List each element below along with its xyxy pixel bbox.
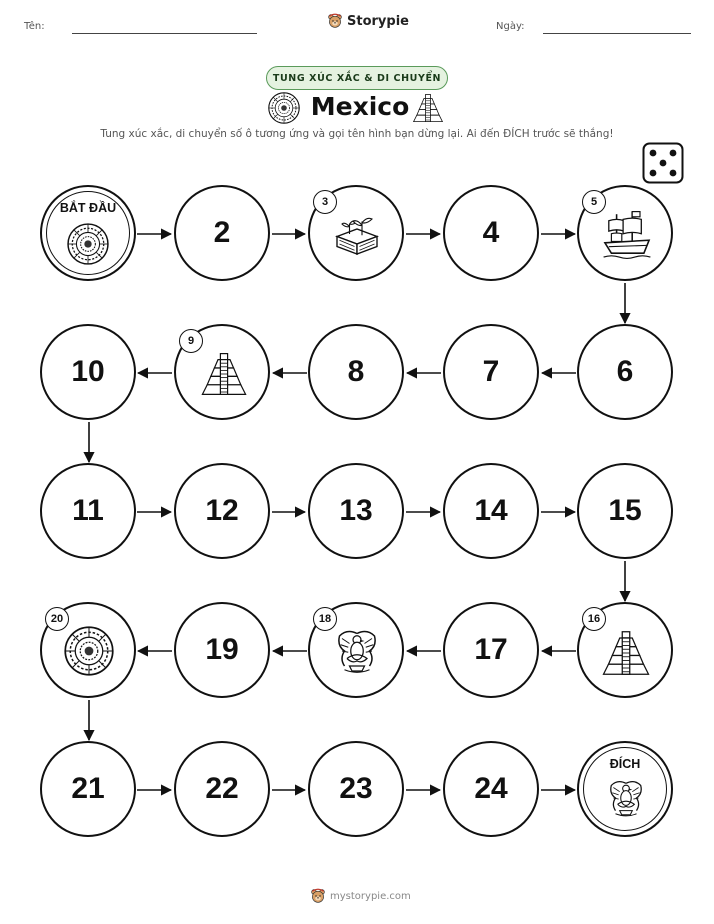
footer <box>310 888 411 904</box>
board-cell-11 <box>40 463 136 559</box>
board-cell-22 <box>174 741 270 837</box>
cell-number: 14 <box>474 494 508 527</box>
cell-number: 19 <box>205 633 239 666</box>
cell-number: 7 <box>482 355 500 388</box>
start-label: BẮT ĐẦU <box>59 201 117 215</box>
cell-number-badge: 9 <box>179 329 203 353</box>
cell-number-badge: 18 <box>313 607 337 631</box>
cell-number: 2 <box>213 216 231 249</box>
cell-number-badge: 5 <box>582 190 606 214</box>
board-cell-13 <box>308 463 404 559</box>
cell-number: 4 <box>482 216 500 249</box>
board-cell-7 <box>443 324 539 420</box>
board-cell-2 <box>174 185 270 281</box>
page-title: Mexico <box>310 92 410 121</box>
logo-text: Storypie <box>347 13 409 29</box>
board-cell-19 <box>174 602 270 698</box>
cell-number: 21 <box>71 772 105 805</box>
board-cell-6 <box>577 324 673 420</box>
cell-number: 24 <box>474 772 508 805</box>
board-cell-24 <box>443 741 539 837</box>
board-cell-12 <box>174 463 270 559</box>
board-cell-4 <box>443 185 539 281</box>
cell-number-badge: 3 <box>313 190 337 214</box>
date-label: Ngày: <box>496 21 525 32</box>
cell-number-badge: 16 <box>582 607 606 631</box>
aztec-calendar-icon <box>67 223 109 265</box>
aztec-calendar-icon <box>64 626 114 676</box>
cell-number: 11 <box>72 494 104 527</box>
bear-mascot-icon <box>310 888 326 904</box>
cell-number: 13 <box>339 494 373 527</box>
board-cell-17 <box>443 602 539 698</box>
finish-cell <box>577 741 673 837</box>
footer-url[interactable]: mystorypie.com <box>330 890 411 902</box>
cell-number: 15 <box>608 494 642 527</box>
mexican-eagle-icon <box>605 777 647 819</box>
cell-number: 10 <box>71 355 105 388</box>
name-label: Tên: <box>24 21 45 32</box>
cell-number: 8 <box>347 355 365 388</box>
chinampa-garden-icon <box>332 209 382 259</box>
activity-badge: TUNG XÚC XẮC & DI CHUYỂN <box>266 66 448 90</box>
board-cell-21 <box>40 741 136 837</box>
board-cell-14 <box>443 463 539 559</box>
cell-number-badge: 20 <box>45 607 69 631</box>
cell-number: 6 <box>616 355 634 388</box>
cell-number: 23 <box>339 772 373 805</box>
cell-number: 22 <box>205 772 239 805</box>
start-cell <box>40 185 136 281</box>
mexican-eagle-icon <box>332 626 382 676</box>
board-cell-8 <box>308 324 404 420</box>
cell-number: 12 <box>205 494 239 527</box>
instructions: Tung xúc xắc, di chuyển số ô tương ứng và gọi tên hình bạn dừng lại. Ai đến ĐÍCH trước sẽ thắng! <box>100 128 614 140</box>
board-cell-15 <box>577 463 673 559</box>
pyramid-icon <box>601 628 651 678</box>
board-cell-10 <box>40 324 136 420</box>
galleon-ship-icon <box>601 209 653 261</box>
board-cell-23 <box>308 741 404 837</box>
finish-label: ĐÍCH <box>609 757 641 771</box>
pyramid-icon <box>200 350 248 398</box>
cell-number: 17 <box>474 633 508 666</box>
